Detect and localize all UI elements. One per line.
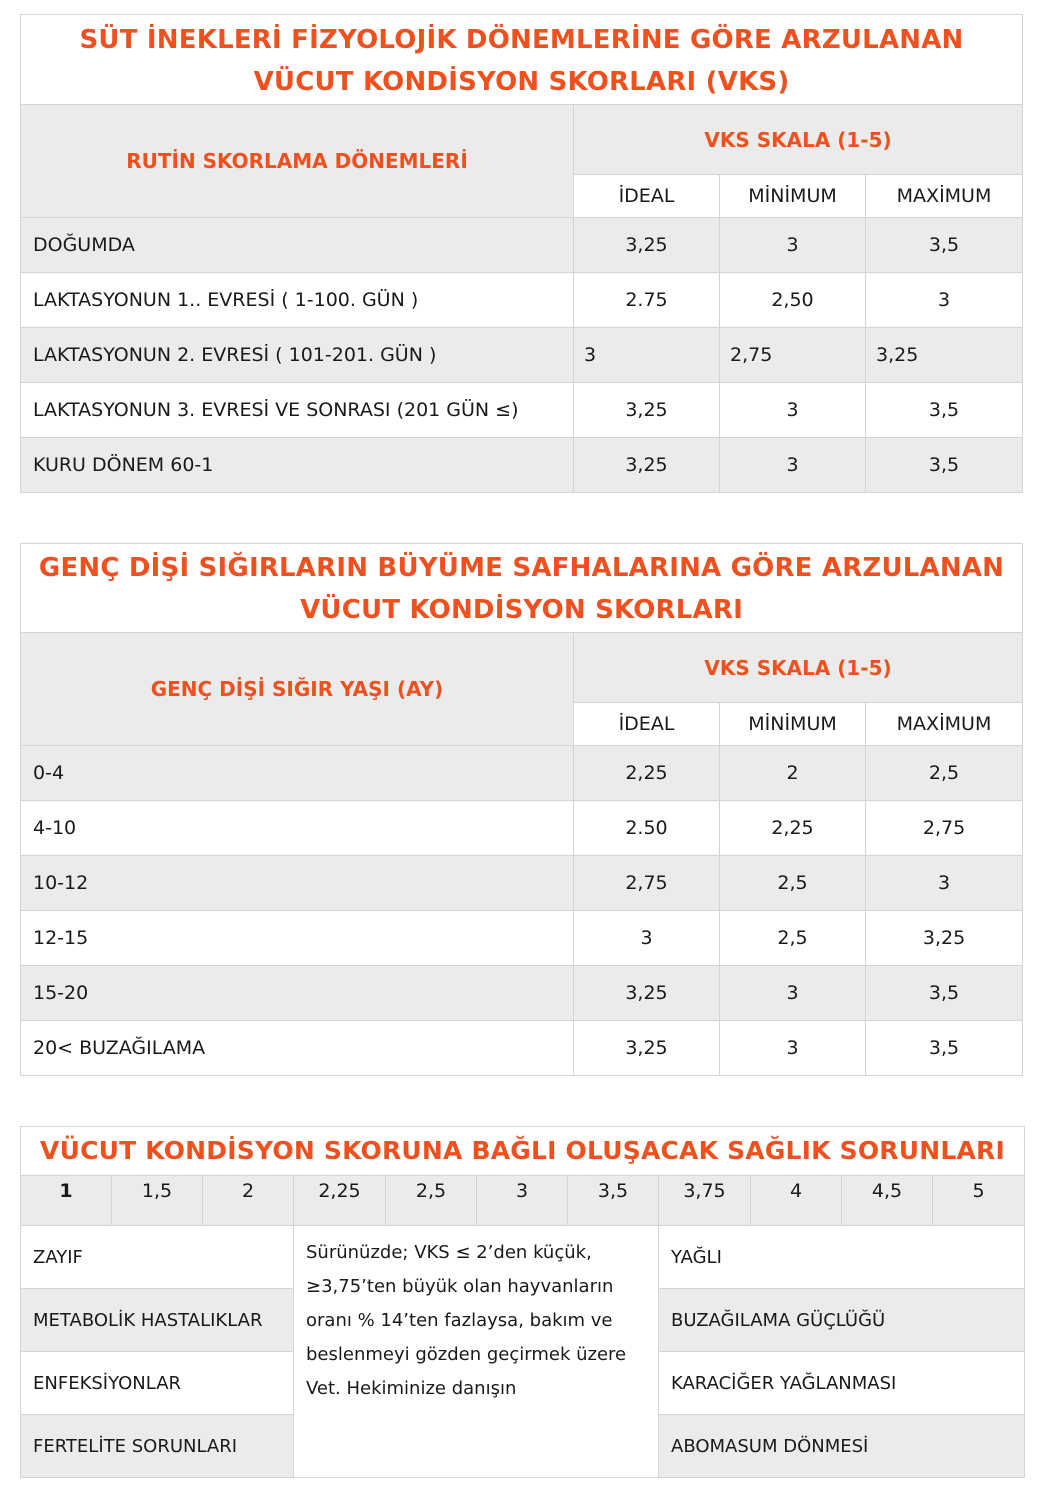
col-ideal-header: İDEAL	[574, 703, 720, 746]
dairy-cow-vks-table	[20, 14, 1023, 493]
row-label: 4-10	[21, 801, 574, 856]
table-row	[21, 328, 1023, 383]
scale-header: VKS SKALA (1-5)	[574, 105, 1023, 175]
score-cell: 5	[933, 1176, 1025, 1226]
thin-problem: METABOLİK HASTALIKLAR	[21, 1289, 294, 1352]
col-max-header: MAXİMUM	[866, 703, 1023, 746]
max-value: 3,5	[866, 383, 1023, 438]
row-label: LAKTASYONUN 2. EVRESİ ( 101-201. GÜN )	[21, 328, 574, 383]
table-row	[21, 911, 1023, 966]
ideal-value: 2,75	[574, 856, 720, 911]
row-label: 0-4	[21, 746, 574, 801]
period-header: RUTİN SKORLAMA DÖNEMLERİ	[21, 105, 574, 218]
col-max-header: MAXİMUM	[866, 175, 1023, 218]
min-value: 2,25	[720, 801, 866, 856]
ideal-value: 2.75	[574, 273, 720, 328]
col-ideal-header: İDEAL	[574, 175, 720, 218]
ideal-value: 2,25	[574, 746, 720, 801]
score-cell: 2	[203, 1176, 294, 1226]
thin-problem: FERTELİTE SORUNLARI	[21, 1415, 294, 1478]
row-label: DOĞUMDA	[21, 218, 574, 273]
max-value: 3	[866, 856, 1023, 911]
ideal-value: 3,25	[574, 438, 720, 493]
min-value: 2,75	[720, 328, 866, 383]
max-value: 3,5	[866, 218, 1023, 273]
title-line-1: GENÇ DİŞİ SIĞIRLARIN BÜYÜME SAFHALARINA GÖRE ARZULANAN	[38, 552, 1005, 583]
score-cell: 3,75	[659, 1176, 751, 1226]
row-label: 20< BUZAĞILAMA	[21, 1021, 574, 1076]
row-label: KURU DÖNEM 60-1	[21, 438, 574, 493]
min-value: 3	[720, 383, 866, 438]
ideal-value: 3,25	[574, 218, 720, 273]
heifer-vks-table	[20, 543, 1023, 1076]
score-cell: 1,5	[112, 1176, 203, 1226]
min-value: 3	[720, 438, 866, 493]
title-line-2: VÜCUT KONDİSYON SKORLARI	[300, 594, 743, 625]
max-value: 3,25	[866, 328, 1023, 383]
title-line-1: SÜT İNEKLERİ FİZYOLOJİK DÖNEMLERİNE GÖRE ARZULANAN	[79, 24, 964, 55]
score-cell: 4,5	[842, 1176, 933, 1226]
score-cell: 3,5	[568, 1176, 659, 1226]
ideal-value: 2.50	[574, 801, 720, 856]
fat-problem: ABOMASUM DÖNMESİ	[659, 1415, 1025, 1478]
min-value: 3	[720, 1021, 866, 1076]
min-value: 3	[720, 218, 866, 273]
min-value: 2,5	[720, 911, 866, 966]
table-row	[21, 801, 1023, 856]
table-title: VÜCUT KONDİSYON SKORUNA BAĞLI OLUŞACAK SAĞLIK SORUNLARI	[21, 1127, 1025, 1176]
row-label: 10-12	[21, 856, 574, 911]
ideal-value: 3,25	[574, 966, 720, 1021]
table-row	[21, 438, 1023, 493]
ideal-value: 3	[574, 328, 720, 383]
score-cell: 3	[477, 1176, 568, 1226]
min-value: 2,5	[720, 856, 866, 911]
row-label: 15-20	[21, 966, 574, 1021]
max-value: 3,5	[866, 966, 1023, 1021]
max-value: 3,25	[866, 911, 1023, 966]
max-value: 3,5	[866, 438, 1023, 493]
min-value: 3	[720, 966, 866, 1021]
vet-advice-note: Sürünüzde; VKS ≤ 2’den küçük, ≥3,75’ten büyük olan hayvanların oranı % 14’ten fazlaysa, bakım ve beslenmeyi gözden geçirmek üzere Vet. Hekiminize danışın	[294, 1226, 659, 1478]
scale-header: VKS SKALA (1-5)	[574, 633, 1023, 703]
thin-problem: ENFEKSİYONLAR	[21, 1352, 294, 1415]
row-label: LAKTASYONUN 1.. EVRESİ ( 1-100. GÜN )	[21, 273, 574, 328]
table-title	[21, 15, 1023, 105]
max-value: 3	[866, 273, 1023, 328]
max-value: 2,75	[866, 801, 1023, 856]
table-row	[21, 856, 1023, 911]
ideal-value: 3,25	[574, 383, 720, 438]
score-cell: 1	[21, 1176, 112, 1226]
min-value: 2	[720, 746, 866, 801]
age-header: GENÇ DİŞİ SIĞIR YAŞI (AY)	[21, 633, 574, 746]
table-title	[21, 544, 1023, 633]
min-value: 2,50	[720, 273, 866, 328]
ideal-value: 3,25	[574, 1021, 720, 1076]
health-problems-table	[20, 1126, 1025, 1478]
title-line-2: VÜCUT KONDİSYON SKORLARI (VKS)	[253, 66, 790, 97]
fat-problem: YAĞLI	[659, 1226, 1025, 1289]
table-row	[21, 1021, 1023, 1076]
max-value: 2,5	[866, 746, 1023, 801]
max-value: 3,5	[866, 1021, 1023, 1076]
row-label: 12-15	[21, 911, 574, 966]
fat-problem: BUZAĞILAMA GÜÇLÜĞÜ	[659, 1289, 1025, 1352]
ideal-value: 3	[574, 911, 720, 966]
fat-problem: KARACİĞER YAĞLANMASI	[659, 1352, 1025, 1415]
thin-problem: ZAYIF	[21, 1226, 294, 1289]
score-scale-row	[21, 1176, 1025, 1226]
table-row	[21, 746, 1023, 801]
col-min-header: MİNİMUM	[720, 175, 866, 218]
col-min-header: MİNİMUM	[720, 703, 866, 746]
table-row	[21, 218, 1023, 273]
score-cell: 2,5	[386, 1176, 477, 1226]
score-cell: 2,25	[294, 1176, 386, 1226]
score-cell: 4	[751, 1176, 842, 1226]
table-row	[21, 966, 1023, 1021]
table-row	[21, 273, 1023, 328]
problem-row	[21, 1226, 1025, 1289]
table-row	[21, 383, 1023, 438]
row-label: LAKTASYONUN 3. EVRESİ VE SONRASI (201 GÜN ≤)	[21, 383, 574, 438]
